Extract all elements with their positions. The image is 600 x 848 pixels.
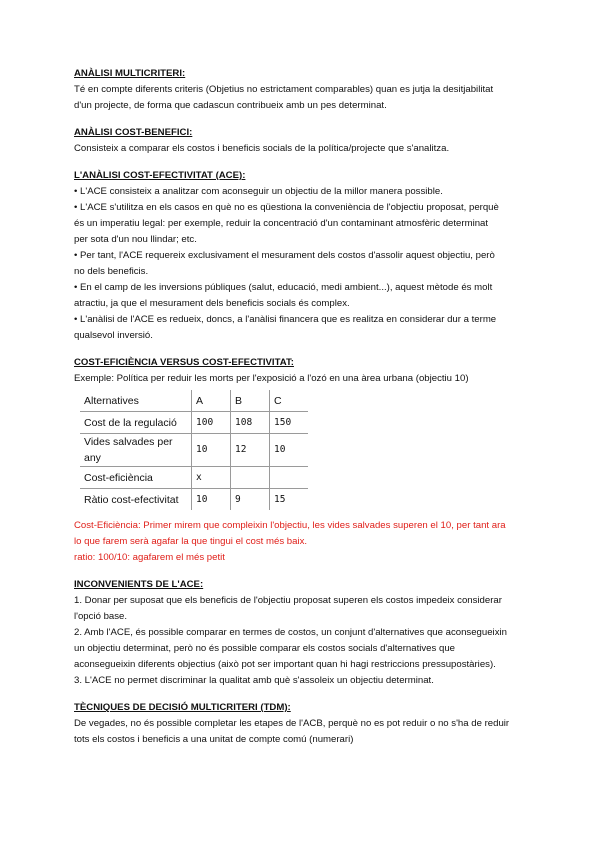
table-cell <box>270 467 309 489</box>
table-row <box>80 434 308 467</box>
heading-versus: COST-EFICIÈNCIA VERSUS COST-EFECTIVITAT: <box>74 357 294 368</box>
heading-multicriteri: ANÀLISI MULTICRITERI: <box>74 68 186 79</box>
paragraph-line: Té en compte diferents criteris (Objetius no estrictament comparables) quan es jutja la desitjabilitat <box>74 84 494 95</box>
table-cell: Cost-eficiència <box>80 467 192 489</box>
red-note-line: ratio: 100/10: agafarem el més petit <box>74 552 225 563</box>
red-note-line: Cost-Eficiència: Primer mirem que compleixin l'objectiu, les vides salvades superen el 10, per tant ara <box>74 520 506 531</box>
table-cell <box>231 467 270 489</box>
inconvenient-line: 3. L'ACE no permet discriminar la qualitat amb què s'assoleix un objectiu determinat. <box>74 675 434 686</box>
ace-line: per sota d'un nou llindar; etc. <box>74 234 197 245</box>
table-row <box>80 390 308 412</box>
red-note-line: lo que farem serà agafar la que tingui el cost més baix. <box>74 536 308 547</box>
table-cell: C <box>270 390 309 412</box>
table-cell: A <box>192 390 231 412</box>
ace-line: qualsevol inversió. <box>74 330 153 341</box>
table-cell: Alternatives <box>80 390 192 412</box>
heading-ace: L'ANÀLISI COST-EFECTIVITAT (ACE): <box>74 170 246 181</box>
table-cell: 12 <box>231 434 270 467</box>
table-cell: 100 <box>192 412 231 434</box>
table-row <box>80 412 308 434</box>
heading-cost-benefici: ANÀLISI COST-BENEFICI: <box>74 127 193 138</box>
heading-inconvenients: INCONVENIENTS DE L'ACE: <box>74 579 204 590</box>
table-cell: 10 <box>192 434 231 467</box>
table-cell: 15 <box>274 493 286 505</box>
inconvenient-line: 1. Donar per suposat que els beneficis de l'objectiu proposat superen els costos impedeix considerar <box>74 595 502 606</box>
ace-line: • L'ACE consisteix a analitzar com aconseguir un objectiu de la millor manera possible. <box>74 186 443 197</box>
inconvenient-line: un objectiu determinat, però no és possible comparar els costos socials d'alternatives que <box>74 643 455 654</box>
inconvenient-line: 2. Amb l'ACE, és possible comparar en termes de costos, un conjunt d'alternatives que aconsegueixin <box>74 627 507 638</box>
paragraph-line: d'un projecte, de forma que cadascun contribueix amb un pes determinat. <box>74 100 387 111</box>
table-cell: x <box>192 467 231 489</box>
paragraph-line: Consisteix a comparar els costos i beneficis socials de la política/projecte que s'analitza. <box>74 143 450 154</box>
tdm-line: tots els costos i beneficis a una unitat de compte comú (numerari) <box>74 734 354 745</box>
ace-line: atractiu, ja que el mesurament dels beneficis socials és complex. <box>74 298 350 309</box>
ace-line: és un imperatiu legal: per exemple, reduir la concentració d'un contaminant atmosfèric determinat <box>74 218 489 229</box>
table-cell: 150 <box>270 412 309 434</box>
inconvenient-line: l'opció base. <box>74 611 128 622</box>
table-cell: Vides salvades per any <box>80 434 192 467</box>
table-cell: 10 <box>270 434 309 467</box>
ace-line: • L'anàlisi de l'ACE es redueix, doncs, a l'anàlisi financera que es realitza en considerar dur a terme <box>74 314 497 325</box>
table-row <box>80 467 308 489</box>
inconvenient-line: aconsegueixin diferents objectius (això pot ser important quan hi hagi restriccions pressupostàries). <box>74 659 496 670</box>
table-cell: Ràtio cost-efectivitat <box>80 489 192 511</box>
ace-line: • En el camp de les inversions públiques (salut, educació, medi ambient...), aquest mètode és molt <box>74 282 493 293</box>
table-row <box>80 489 308 511</box>
table-cell: Cost de la regulació <box>80 412 192 434</box>
example-line: Exemple: Política per reduir les morts per l'exposició a l'ozó en una àrea urbana (objectiu 10) <box>74 373 469 384</box>
document-page <box>74 66 534 748</box>
table-cell: B <box>231 390 270 412</box>
ace-line: • Per tant, l'ACE requereix exclusivament el mesurament dels costos d'assolir aquest objectiu, però <box>74 250 495 261</box>
table-cell: 9 <box>231 489 270 511</box>
ace-line: • L'ACE s'utilitza en els casos en què no es qüestiona la conveniència de l'objectiu proposat, perquè <box>74 202 499 213</box>
ace-line: no dels beneficis. <box>74 266 149 277</box>
table-cell: 10 <box>192 489 231 511</box>
comparison-table <box>80 390 308 510</box>
tdm-line: De vegades, no és possible completar les etapes de l'ACB, perquè no es pot reduir o no s'ha de reduir <box>74 718 510 729</box>
heading-tdm: TÈCNIQUES DE DECISIÓ MULTICRITERI (TDM): <box>74 702 291 713</box>
table-cell: 108 <box>231 412 270 434</box>
